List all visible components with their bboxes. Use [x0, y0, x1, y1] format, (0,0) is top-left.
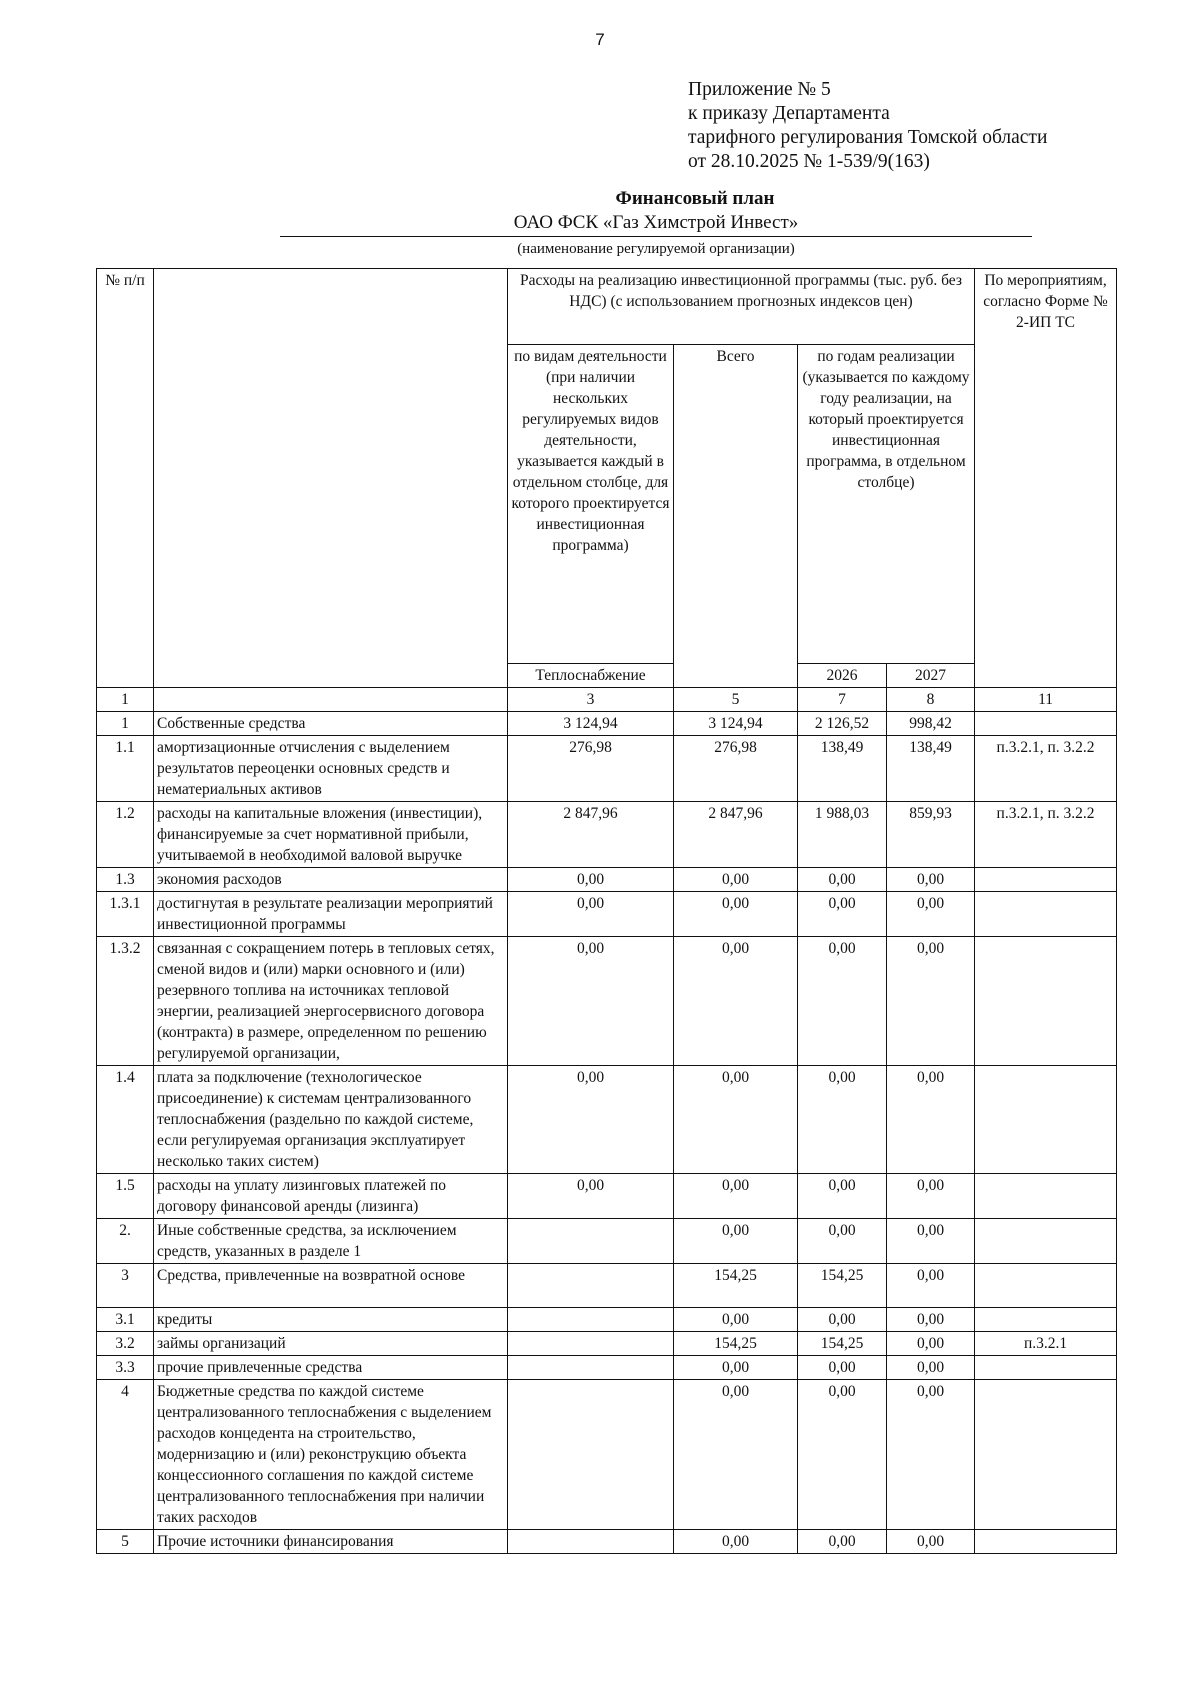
header-blank	[154, 269, 508, 688]
row-heat: 0,00	[508, 892, 674, 937]
row-num: 3.3	[97, 1356, 154, 1380]
row-2026: 154,25	[798, 1332, 887, 1356]
row-num: 1.3.1	[97, 892, 154, 937]
row-name: прочие привлеченные средства	[154, 1356, 508, 1380]
row-2026: 0,00	[798, 1380, 887, 1530]
row-2027: 0,00	[887, 937, 975, 1066]
table-row	[97, 1066, 1117, 1174]
column-number: 11	[975, 688, 1117, 712]
page-number: 7	[595, 30, 605, 49]
row-name: расходы на капитальные вложения (инвестиции), финансируемые за счет нормативной прибыли, учитываемой в необходимой валовой выручке	[154, 802, 508, 868]
header-num: № п/п	[97, 269, 154, 688]
row-ref	[975, 1308, 1117, 1332]
row-name: Собственные средства	[154, 712, 508, 736]
row-total: 0,00	[674, 868, 798, 892]
appendix-line: к приказу Департамента	[688, 103, 890, 124]
column-number	[154, 688, 508, 712]
row-2026: 0,00	[798, 1356, 887, 1380]
column-number: 8	[887, 688, 975, 712]
document-title: Финансовый план	[615, 188, 775, 209]
row-ref	[975, 937, 1117, 1066]
row-total: 2 847,96	[674, 802, 798, 868]
row-ref	[975, 1066, 1117, 1174]
row-heat: 276,98	[508, 736, 674, 802]
row-heat	[508, 1264, 674, 1308]
row-heat	[508, 1530, 674, 1554]
appendix-line: тарифного регулирования Томской области	[688, 127, 1048, 148]
row-num: 5	[97, 1530, 154, 1554]
row-2027: 0,00	[887, 1174, 975, 1219]
row-ref	[975, 1219, 1117, 1264]
row-num: 1.3.2	[97, 937, 154, 1066]
header-by-year: по годам реализации (указывается по каждому году реализации, на который проектируется инвестиционная программа, в отдельном столбце)	[798, 345, 975, 664]
table-row	[97, 1308, 1117, 1332]
row-2027: 998,42	[887, 712, 975, 736]
row-2027: 0,00	[887, 892, 975, 937]
table-row	[97, 736, 1117, 802]
row-ref: п.3.2.1, п. 3.2.2	[975, 736, 1117, 802]
column-number: 1	[97, 688, 154, 712]
row-ref	[975, 712, 1117, 736]
appendix-block	[688, 78, 1047, 174]
row-name: Прочие источники финансирования	[154, 1530, 508, 1554]
organization-name: ОАО ФСК «Газ Химстрой Инвест»	[280, 212, 1032, 237]
row-heat	[508, 1308, 674, 1332]
row-name: расходы на уплату лизинговых платежей по договору финансовой аренды (лизинга)	[154, 1174, 508, 1219]
row-num: 1.5	[97, 1174, 154, 1219]
row-total: 0,00	[674, 1219, 798, 1264]
column-number: 7	[798, 688, 887, 712]
row-num: 3.1	[97, 1308, 154, 1332]
row-2027: 859,93	[887, 802, 975, 868]
row-ref	[975, 892, 1117, 937]
row-num: 1	[97, 712, 154, 736]
row-total: 0,00	[674, 1308, 798, 1332]
row-2027: 0,00	[887, 1530, 975, 1554]
row-ref: п.3.2.1	[975, 1332, 1117, 1356]
row-2027: 0,00	[887, 1219, 975, 1264]
row-heat: 0,00	[508, 1174, 674, 1219]
row-2027: 0,00	[887, 1264, 975, 1308]
row-2026: 1 988,03	[798, 802, 887, 868]
row-2026: 0,00	[798, 868, 887, 892]
row-heat	[508, 1356, 674, 1380]
row-name: плата за подключение (технологическое присоединение) к системам централизованного теплоснабжения (раздельно по каждой системе, если регулируемая организация эксплуатирует несколько таких систем)	[154, 1066, 508, 1174]
header-year-2027: 2027	[887, 664, 975, 688]
row-total: 0,00	[674, 1356, 798, 1380]
row-total: 154,25	[674, 1264, 798, 1308]
row-num: 4	[97, 1380, 154, 1530]
row-name: связанная с сокращением потерь в тепловых сетях, сменой видов и (или) марки основного и (или) резервного топлива на источниках тепловой энергии, реализацией энергосервисного договора (контракта) в размере, определенном по решению регулируемой организации,	[154, 937, 508, 1066]
organization-note: (наименование регулируемой организации)	[517, 241, 795, 257]
table-row	[97, 1264, 1117, 1308]
row-name: Бюджетные средства по каждой системе централизованного теплоснабжения с выделением расходов концедента на строительство, модернизацию и (или) реконструкцию объекта концессионного соглашения по каждой системе централизованного теплоснабжения при наличии таких расходов	[154, 1380, 508, 1530]
header-by-event: По мероприятиям, согласно Форме № 2-ИП ТС	[975, 269, 1117, 688]
row-ref	[975, 1264, 1117, 1308]
row-2027: 0,00	[887, 1380, 975, 1530]
row-heat	[508, 1332, 674, 1356]
row-2026: 0,00	[798, 1174, 887, 1219]
row-total: 0,00	[674, 1174, 798, 1219]
row-name: займы организаций	[154, 1332, 508, 1356]
row-ref	[975, 1530, 1117, 1554]
row-ref: п.3.2.1, п. 3.2.2	[975, 802, 1117, 868]
row-2026: 0,00	[798, 1308, 887, 1332]
row-ref	[975, 1174, 1117, 1219]
row-ref	[975, 1380, 1117, 1530]
row-num: 1.1	[97, 736, 154, 802]
row-2027: 0,00	[887, 1356, 975, 1380]
row-total: 154,25	[674, 1332, 798, 1356]
column-number: 5	[674, 688, 798, 712]
row-num: 3	[97, 1264, 154, 1308]
row-total: 3 124,94	[674, 712, 798, 736]
row-num: 1.2	[97, 802, 154, 868]
table-row	[97, 1530, 1117, 1554]
row-2026: 2 126,52	[798, 712, 887, 736]
table-row	[97, 892, 1117, 937]
row-name: Иные собственные средства, за исключением средств, указанных в разделе 1	[154, 1219, 508, 1264]
row-heat: 0,00	[508, 937, 674, 1066]
row-total: 0,00	[674, 1380, 798, 1530]
row-total: 0,00	[674, 1530, 798, 1554]
row-name: Средства, привлеченные на возвратной основе	[154, 1264, 508, 1308]
row-2027: 138,49	[887, 736, 975, 802]
table-row	[97, 712, 1117, 736]
row-2027: 0,00	[887, 1066, 975, 1174]
row-num: 3.2	[97, 1332, 154, 1356]
row-num: 1.4	[97, 1066, 154, 1174]
table-row	[97, 1219, 1117, 1264]
row-2027: 0,00	[887, 1332, 975, 1356]
row-total: 0,00	[674, 1066, 798, 1174]
row-2026: 138,49	[798, 736, 887, 802]
row-total: 276,98	[674, 736, 798, 802]
row-2027: 0,00	[887, 1308, 975, 1332]
row-2026: 0,00	[798, 937, 887, 1066]
row-num: 2.	[97, 1219, 154, 1264]
header-by-activity: по видам деятельности (при наличии нескольких регулируемых видов деятельности, указывается каждый в отдельном столбце, для которого проектируется инвестиционная программа)	[508, 345, 674, 664]
financial-plan-table	[96, 268, 1117, 1554]
table-row	[97, 868, 1117, 892]
row-2026: 0,00	[798, 1066, 887, 1174]
row-total: 0,00	[674, 892, 798, 937]
row-total: 0,00	[674, 937, 798, 1066]
row-2027: 0,00	[887, 868, 975, 892]
row-ref	[975, 868, 1117, 892]
row-heat: 3 124,94	[508, 712, 674, 736]
header-year-2026: 2026	[798, 664, 887, 688]
row-2026: 0,00	[798, 1219, 887, 1264]
row-name: достигнутая в результате реализации мероприятий инвестиционной программы	[154, 892, 508, 937]
row-2026: 0,00	[798, 1530, 887, 1554]
table-row	[97, 1174, 1117, 1219]
header-total: Всего	[674, 345, 798, 688]
row-ref	[975, 1356, 1117, 1380]
row-heat: 0,00	[508, 1066, 674, 1174]
row-name: амортизационные отчисления с выделением результатов переоценки основных средств и нематериальных активов	[154, 736, 508, 802]
row-name: кредиты	[154, 1308, 508, 1332]
row-2026: 154,25	[798, 1264, 887, 1308]
row-name: экономия расходов	[154, 868, 508, 892]
row-heat: 0,00	[508, 868, 674, 892]
table-row	[97, 1356, 1117, 1380]
header-activity-heat: Теплоснабжение	[508, 664, 674, 688]
row-num: 1.3	[97, 868, 154, 892]
table-row	[97, 1332, 1117, 1356]
row-heat	[508, 1380, 674, 1530]
appendix-line: Приложение № 5	[688, 79, 831, 100]
row-heat: 2 847,96	[508, 802, 674, 868]
row-heat	[508, 1219, 674, 1264]
table-row	[97, 802, 1117, 868]
row-2026: 0,00	[798, 892, 887, 937]
table-row	[97, 1380, 1117, 1530]
appendix-line: от 28.10.2025 № 1-539/9(163)	[688, 151, 930, 172]
column-number: 3	[508, 688, 674, 712]
table-row	[97, 937, 1117, 1066]
header-expenses: Расходы на реализацию инвестиционной программы (тыс. руб. без НДС) (с использованием прогнозных индексов цен)	[508, 269, 975, 345]
